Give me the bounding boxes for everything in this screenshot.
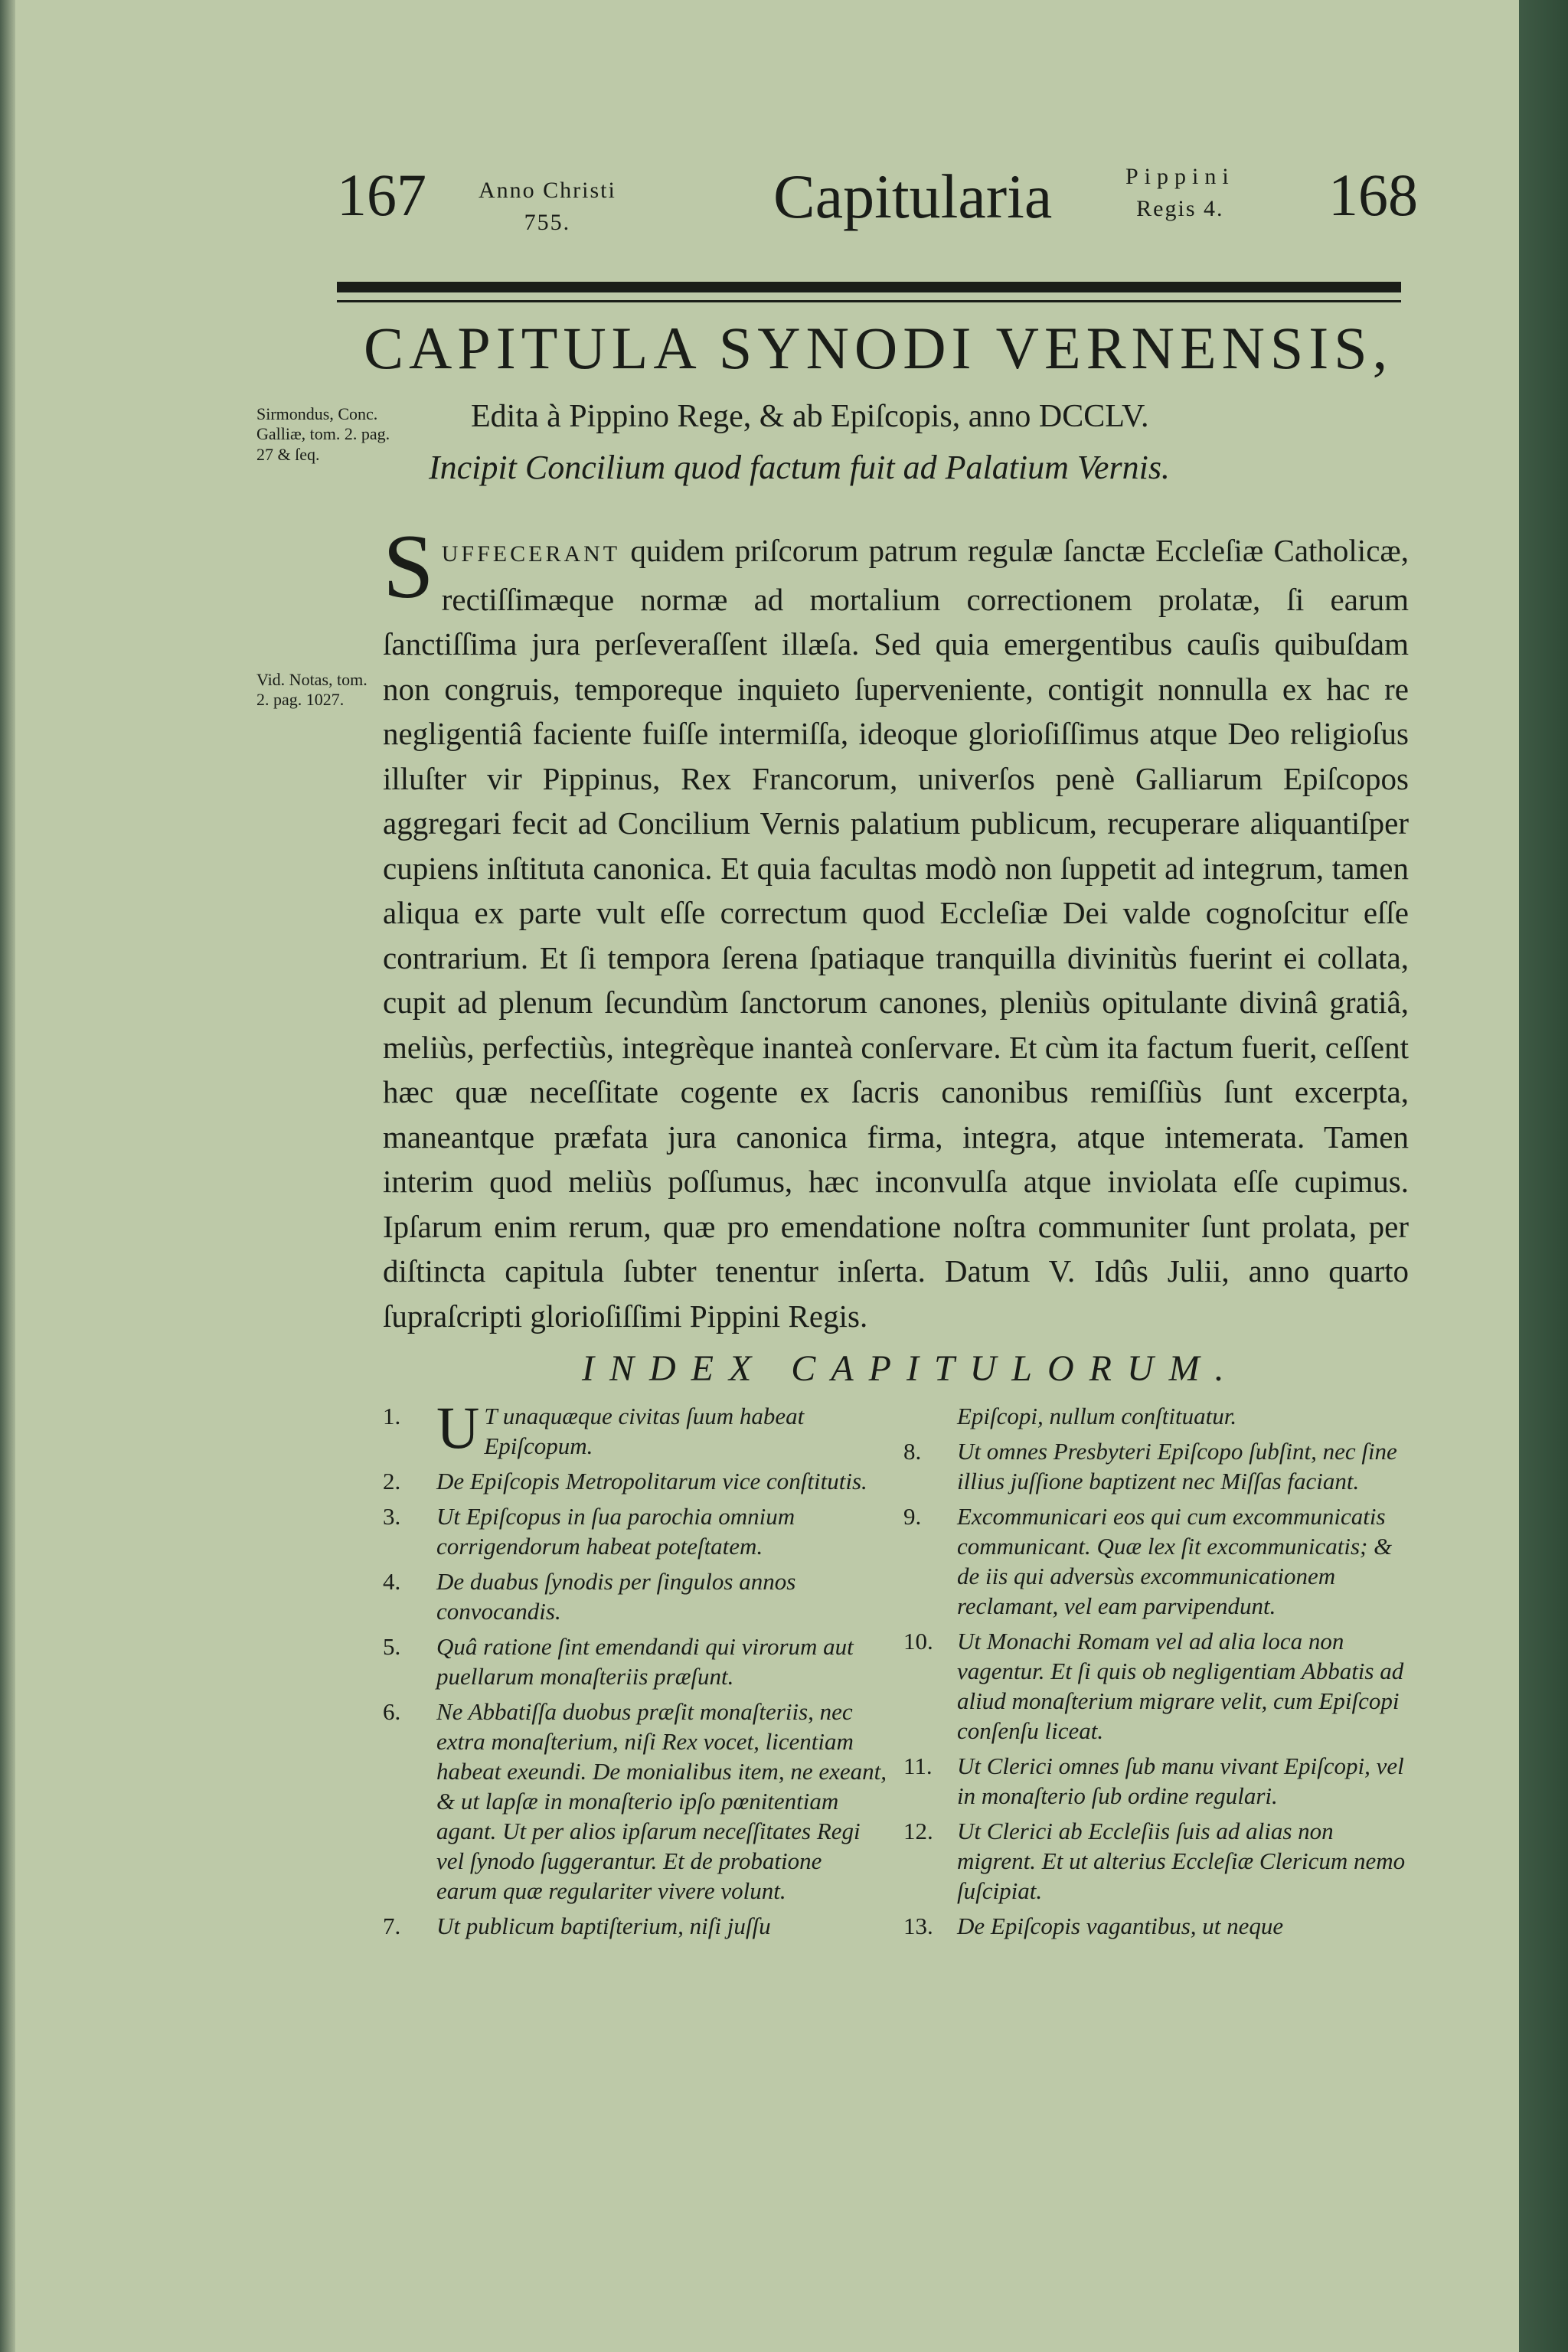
left-page-number: 167 [337,162,426,228]
drop-cap: S [383,515,434,617]
entry-text: Ut Clerici ab Eccleſiis ſuis ad alias non migrent. Et ut alterius Eccleſiæ Clericum nemo ſuſcipiat. [957,1818,1406,1904]
margin-note-vid-notas: Vid. Notas, tom. 2. pag. 1027. [256,670,368,710]
entry-text: Ut Clerici omnes ſub manu vivant Epiſcopi, vel in monaſterio ſub ordine regulari. [957,1753,1404,1809]
anno-year: 755. [524,210,571,235]
chapter-subtitle: Edita à Pippino Rege, & ab Epiſcopis, anno DCCLV. [471,399,1149,434]
entry-number: 2. [383,1468,401,1494]
entry-text: De Epiſcopis Metropolitarum vice conſtitutis. [436,1468,867,1494]
entry-text: Ut publicum baptiſterium, niſi juſſu [436,1913,771,1939]
index-column-right [903,1401,1409,1946]
index-entry [903,1626,1409,1746]
entry-number: 6. [383,1698,401,1725]
entry-text: Excommunicari eos qui cum excommunicatis communicant. Quæ lex ſit excommunicatis; & de iis qui adversùs excommunicationem reclamant, vel eam parvipendunt. [957,1503,1393,1619]
entry-text: Ut omnes Presbyteri Epiſcopo ſubſint, nec ſine illius juſſione baptizent nec Miſſas faciant. [957,1438,1397,1494]
anno-christi [479,175,616,239]
index-entry [903,1911,1409,1941]
entry-number: 12. [903,1818,933,1844]
anno-label: Anno Christi [479,178,616,203]
entry-number: 1. [383,1403,401,1429]
index-entry [903,1751,1409,1811]
index-entry [383,1632,888,1691]
entry-number: 3. [383,1503,401,1530]
header-rule-thick [337,282,1401,292]
entry-text: Epiſcopi, nullum conſtituatur. [957,1403,1237,1429]
index-entry [383,1697,888,1906]
index-entry [903,1816,1409,1906]
index-entry [903,1401,1409,1431]
entry-initial: U [436,1394,480,1461]
entry-number: 13. [903,1913,933,1939]
margin-note-sirmondus: Sirmondus, Conc. Galliæ, tom. 2. pag. 27 & ſeq. [256,404,390,464]
index-entry [383,1466,888,1496]
index-heading: INDEX CAPITULORUM. [582,1348,1240,1389]
page-gutter-shadow [0,0,15,2352]
entry-text: Ut Epiſcopus in ſua parochia omnium corrigendorum habeat poteſtatem. [436,1503,795,1560]
pippini-regis [1125,161,1235,225]
lead-caps: UFFECERANT [441,541,621,567]
index-entry [903,1501,1409,1621]
entry-number: 5. [383,1633,401,1660]
entry-text: Ut Monachi Romam vel ad alia loca non vagentur. Et ſi quis ob negligentiam Abbatis ad aliud monaſterium migrare velit, cum Epiſcopi conſenſu liceat. [957,1628,1404,1744]
running-title: Capitularia [773,162,1053,231]
regis-label: Regis 4. [1136,196,1224,221]
entry-text: Quâ ratione ſint emendandi qui virorum aut puellarum monaſteriis præſunt. [436,1633,854,1690]
entry-text: Ne Abbatiſſa duobus præſit monaſteriis, nec extra monaſterium, niſi Rex vocet, licentiam habeat exeundi. De monialibus item, ne exeant, & ut lapſæ in monaſterio ipſo pœnitentiam agant. Ut per alios ipſarum neceſſitates Regi vel ſynodo ſuggerantur. Et de probatione earum quæ regulariter vivere volunt. [436,1698,887,1904]
entry-number: 8. [903,1438,922,1465]
index-entry [903,1436,1409,1496]
body-text: quidem priſcorum patrum regulæ ſanctæ Eccleſiæ Catholicæ, rectiſſimæque normæ ad mortalium correctionem prolatæ, ſi earum ſanctiſſima jura perſeveraſſent illæſa. Sed quia emergentibus cauſis quibuſdam non congruis, temporeque inquieto ſuperveniente, contigit nonnulla ex hac re negligentiâ faciente fuiſſe intermiſſa, ideoque glorioſiſſimus atque Deo religioſus illuſter vir Pippinus, Rex Francorum, univerſos penè Galliarum Epiſcopos aggregari fecit ad Concilium Vernis palatium publicum, recuperare aliquantiſper cupiens inſtituta canonica. Et quia facultas modò non ſuppetit ad integrum, tamen aliqua ex parte vult eſſe correctum quod Eccleſiæ Dei valde cognoſcitur eſſe contrarium. Et ſi tempora ſerena ſpatiaque tranquilla divinitùs fuerint ei collata, cupit ad plenum ſecundùm ſanctorum canones, pleniùs opitulante divinâ gratiâ, meliùs, perfectiùs, integrèque inanteà conſervare. Et cùm ita factum fuerit, ceſſent hæc quæ neceſſitate cogente ex ſacris canonibus remiſſiùs ſunt excerpta, maneantque præfata jura canonica firma, integra, atque intemerata. Tamen interim quod meliùs poſſumus, hæc inconvulſa atque inviolata eſſe cupimus. Ipſarum enim rerum, quæ pro emendatione noſtra communiter ſunt prolata, per diſtincta capitula ſubter tenentur inſerta. Datum V. Idûs Julii, anno quarto ſupraſcripti glorioſiſſimi Pippini Regis. [383,533,1409,1334]
entry-text: T unaquæque civitas ſuum habeat Epiſcopum. [484,1403,805,1459]
entry-text: De duabus ſynodis per ſingulos annos convocandis. [436,1568,796,1625]
entry-text: De Epiſcopis vagantibus, ut neque [957,1913,1284,1939]
header-rule-thin [337,300,1401,302]
entry-number: 4. [383,1568,401,1595]
index-column-left [383,1394,888,1946]
index-entry [383,1911,888,1941]
page-right-border [1519,0,1568,2352]
pippini-label: Pippini [1125,164,1235,189]
right-page-number: 168 [1328,162,1418,228]
entry-number: 10. [903,1628,933,1655]
index-entry [383,1501,888,1561]
entry-number: 9. [903,1503,922,1530]
index-entry [383,1566,888,1626]
index-entry [383,1394,888,1461]
entry-number: 7. [383,1913,401,1939]
body-paragraph [383,515,1409,1338]
chapter-title: CAPITULA SYNODI VERNENSIS, [364,315,1393,381]
incipit-line: Incipit Concilium quod factum fuit ad Palatium Vernis. [429,449,1170,486]
entry-number: 11. [903,1753,933,1779]
